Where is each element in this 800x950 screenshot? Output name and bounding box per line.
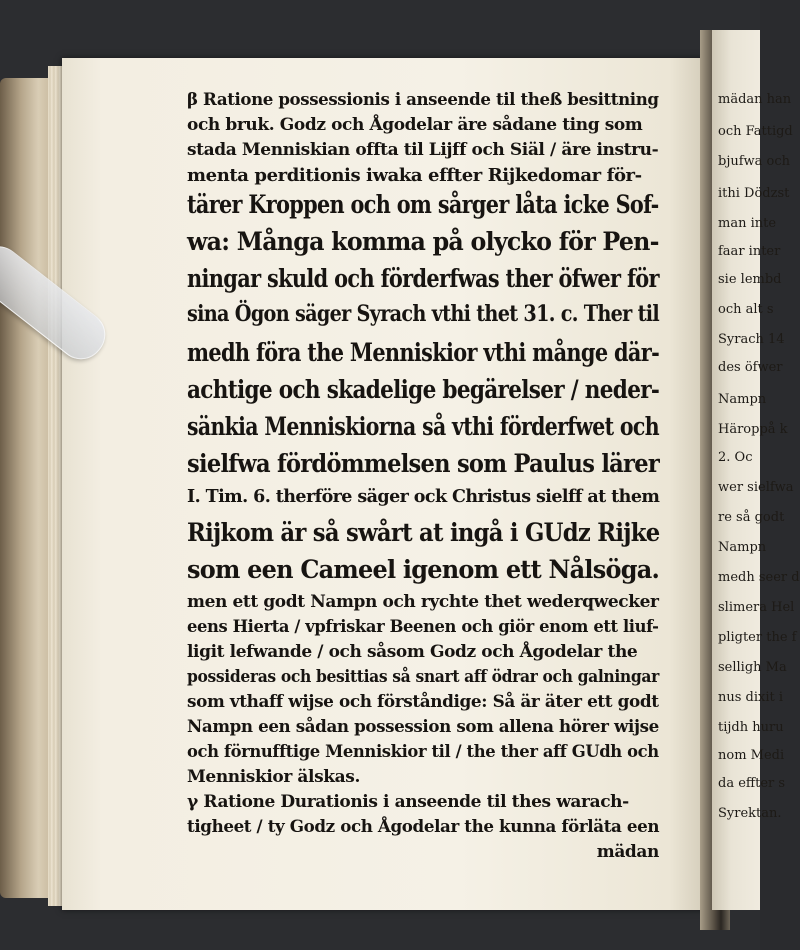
text-line: och förnufftige Menniskior til / the ther aff GUdh och [187,742,659,762]
text-line: tärer Kroppen och om sårger låta icke Sof- [187,190,659,219]
facing-line: medh seer d [718,570,800,585]
facing-line: slimera Hel [718,600,795,615]
catchword: mädan [596,842,659,862]
facing-line: pligter the f [718,630,797,645]
text-line: Nampn een sådan possession som allena hörer wijse [187,717,659,737]
facing-line: mädan han [718,92,792,107]
facing-line: Nampn [718,392,767,407]
facing-line: Nampn [718,540,767,555]
page-text [187,92,659,869]
text-line: men ett godt Nampn och rychte thet wederqwecker [187,592,659,612]
text-line: γ Ratione Durationis i anseende til thes warach- [187,792,629,812]
facing-line: sie lembd [718,272,782,287]
facing-line: ithi Dödzst [718,186,790,201]
facing-line: da effter s [718,776,786,791]
text-line: ligit lefwande / och såsom Godz och Ågodelar the [187,642,638,662]
text-line: som een Cameel igenom ett Nålsöga. [187,555,660,584]
text-line: I. Tim. 6. therföre säger ock Christus sielff at them [187,486,660,507]
facing-line: Syrektan. [718,806,782,821]
facing-line: nus dixit i [718,690,784,705]
facing-line: man inte [718,216,777,231]
facing-line: 2. Oc [718,450,753,465]
text-line: sänkia Menniskiorna så vthi förderfwet och [187,412,659,441]
text-line: Menniskior älskas. [187,767,360,787]
facing-line: bjufwa och [718,154,791,169]
text-line: medh föra the Menniskior vthi månge där- [187,338,660,367]
facing-page [712,30,800,910]
text-line: sina Ögon säger Syrach vthi thet 31. c. Ther til [187,301,660,327]
facing-line: tijdh huru [718,720,784,735]
facing-line: des öfwer [718,360,783,375]
facing-line: faar inter [718,244,781,259]
text-line: β Ratione possessionis i anseende til theß besittning [187,90,659,110]
facing-line: selligh Ma [718,660,787,675]
text-line: menta perditionis iwaka effter Rijkedomar för- [187,165,642,186]
text-line: och bruk. Godz och Ågodelar äre sådane ting som [187,115,643,135]
facing-line: Häroppå k [718,422,788,437]
facing-line: och alt s [718,302,774,317]
facing-line: re så godt [718,510,785,525]
facing-line: och Fattigd [718,124,793,139]
text-line: achtige och skadelige begärelser / neder- [187,375,660,404]
text-line: wa: Många komma på olycko för Pen- [187,227,659,256]
text-line: sielfwa fördömmelsen som Paulus lärer [187,449,660,478]
text-line: som vthaff wijse och förståndige: Så är äter ett godt [187,692,659,712]
text-line: stada Menniskian offta til Lijff och Siäl / äre instru- [187,140,659,160]
text-line: possideras och besittias så snart aff ödrar och galningar [187,667,659,687]
text-line: Rijkom är så swårt at ingå i GUdz Rijke [187,518,660,547]
facing-line: wer sielfwa [718,480,794,495]
facing-line: nom Medi [718,748,785,763]
facing-line: Syrach 14 [718,332,785,347]
text-line: eens Hierta / vpfriskar Beenen och giör enom ett liuf- [187,617,659,637]
text-line: tigheet / ty Godz och Ågodelar the kunna förläta een [187,817,660,837]
text-line: ningar skuld och förderfwas ther öfwer för [187,264,659,293]
